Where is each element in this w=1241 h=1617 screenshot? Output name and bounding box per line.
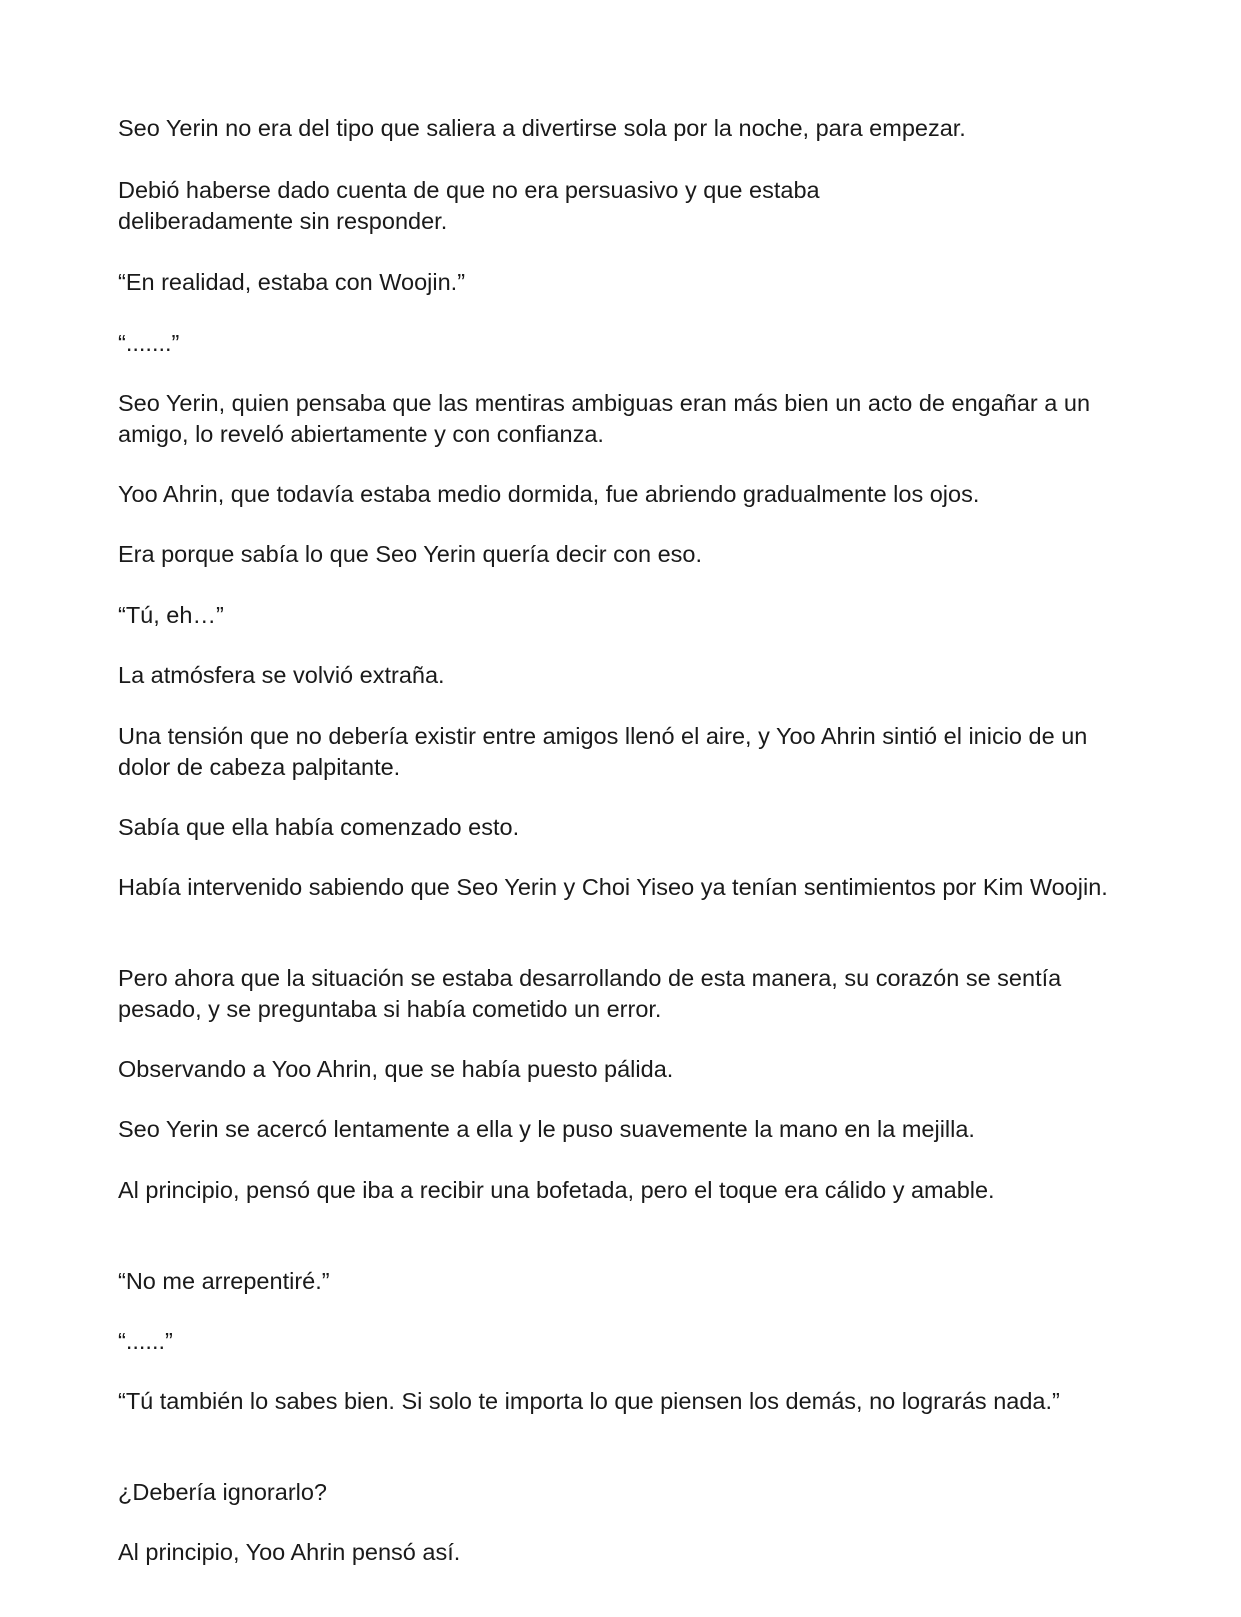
paragraph: Seo Yerin se acercó lentamente a ella y le puso suavemente la mano en la mejilla. [118,1116,975,1142]
paragraph: ¿Debería ignorarlo? [118,1479,327,1505]
paragraph: “......” [118,1328,173,1354]
paragraph: Al principio, Yoo Ahrin pensó así. [118,1539,461,1565]
paragraph: La atmósfera se volvió extraña. [118,662,445,688]
paragraph: Había intervenido sabiendo que Seo Yerin y Choi Yiseo ya tenían sentimientos por Kim Woojin. [118,874,1108,900]
paragraph: Una tensión que no debería existir entre amigos llenó el aire, y Yoo Ahrin sintió el inicio de un dolor de cabeza palpitante. [118,723,1088,780]
paragraph: Sabía que ella había comenzado esto. [118,814,520,840]
paragraph: “Tú, eh…” [118,602,224,628]
paragraph: Seo Yerin, quien pensaba que las mentiras ambiguas eran más bien un acto de engañar a un amigo, lo reveló abiertamente y con confianza. [118,390,1091,447]
paragraph: “Tú también lo sabes bien. Si solo te importa lo que piensen los demás, no lograrás nada.” [118,1388,1060,1414]
paragraph: Al principio, pensó que iba a recibir una bofetada, pero el toque era cálido y amable. [118,1177,995,1203]
paragraph: Debió haberse dado cuenta de que no era persuasivo y que estaba deliberadamente sin responder. [118,177,820,234]
paragraph: Yoo Ahrin, que todavía estaba medio dormida, fue abriendo gradualmente los ojos. [118,481,980,507]
paragraph: “No me arrepentiré.” [118,1268,330,1294]
paragraph: Observando a Yoo Ahrin, que se había puesto pálida. [118,1056,674,1082]
paragraph: Seo Yerin no era del tipo que saliera a divertirse sola por la noche, para empezar. [118,115,966,141]
paragraph: Era porque sabía lo que Seo Yerin quería decir con eso. [118,541,702,567]
paragraph: “En realidad, estaba con Woojin.” [118,269,466,295]
paragraph: Pero ahora que la situación se estaba desarrollando de esta manera, su corazón se sentía pesado, y se preguntaba si había cometido un error. [118,965,1062,1022]
paragraph: “.......” [118,330,180,356]
